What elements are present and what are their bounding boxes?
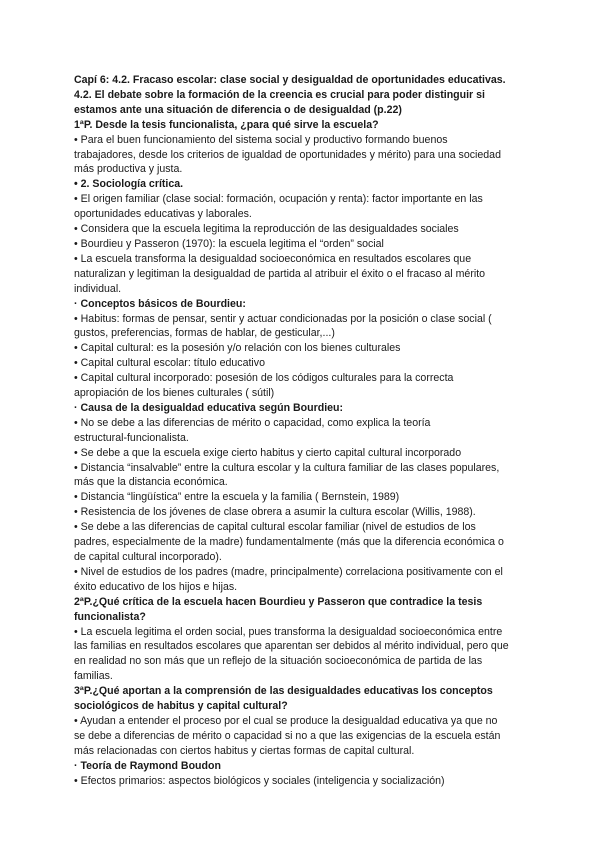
text-line: • No se debe a las diferencias de mérito o capacidad, como explica la teoría	[74, 416, 431, 429]
text-line: en realidad no son más que un reflejo de la situación socioeconómica de partida de las	[74, 655, 483, 668]
text-line: • Bourdieu y Passeron (1970): la escuela legitima el “orden” social	[74, 237, 384, 250]
text-line: • Habitus: formas de pensar, sentir y actuar condicionadas por la posición o clase social (	[74, 312, 492, 325]
text-line: más que la distancia económica.	[74, 476, 228, 489]
heading-line: 2ªP.¿Qué crítica de la escuela hacen Bourdieu y Passeron que contradice la tesis	[74, 595, 483, 608]
text-line: • Nivel de estudios de los padres (madre, principalmente) correlaciona positivamente con el	[74, 565, 503, 578]
text-line: • Distancia “insalvable” entre la cultura escolar y la cultura familiar de las clases populares,	[74, 461, 500, 474]
text-line: más relacionadas con ciertos habitus y ciertas formas de capital cultural.	[74, 744, 415, 757]
text-line: familias.	[74, 670, 113, 683]
text-line: estructural-funcionalista.	[74, 431, 189, 444]
text-line: • Distancia “lingüística” entre la escuela y la familia ( Bernstein, 1989)	[74, 491, 400, 504]
heading-line: • 2. Sociología crítica.	[74, 178, 184, 191]
text-line: • Resistencia de los jóvenes de clase obrera a asumir la cultura escolar (Willis, 1988).	[74, 506, 476, 519]
text-line: • Para el buen funcionamiento del sistema social y productivo formando buenos	[74, 133, 448, 146]
text-line: oportunidades educativas y laborales.	[74, 208, 252, 221]
text-line: trabajadores, desde los criterios de igualdad de oportunidades y mérito) para una sociedad	[74, 148, 501, 161]
text-line: • Considera que la escuela legitima la reproducción de las desigualdades sociales	[74, 223, 459, 236]
text-line: • Ayudan a entender el proceso por el cual se produce la desigualdad educativa ya que no	[74, 714, 498, 727]
text-line: individual.	[74, 282, 122, 295]
text-line: • Se debe a que la escuela exige cierto habitus y cierto capital cultural incorporado	[74, 446, 462, 459]
heading-line: 3ªP.¿Qué aportan a la comprensión de las desigualdades educativas los conceptos	[74, 685, 493, 698]
text-line: se debe a diferencias de mérito o capacidad si no a que las exigencias de la escuela están	[74, 729, 501, 742]
document-body	[74, 73, 530, 789]
heading-line: 4.2. El debate sobre la formación de la creencia es crucial para poder distinguir si	[74, 88, 485, 101]
text-line: las familias en resultados escolares que aparentan ser debidos al mérito individual, pero que	[74, 640, 509, 653]
heading-line: estamos ante una situación de diferencia o de desigualdad (p.22)	[74, 103, 402, 116]
heading-line: sociológicos de habitus y capital cultural?	[74, 700, 288, 713]
heading-line: · Causa de la desigualdad educativa según Bourdieu:	[74, 401, 344, 414]
text-line: gustos, preferencias, formas de hablar, de gesticular,...)	[74, 327, 335, 340]
text-line: de capital cultural incorporado).	[74, 551, 222, 563]
text-line: apropiación de los bienes culturales ( sútil)	[74, 387, 275, 400]
heading-line: · Conceptos básicos de Bourdieu:	[74, 297, 246, 310]
text-line: naturalizan y legitiman la desigualdad de partida al atribuir el éxito o el fracaso al mérito	[74, 267, 486, 280]
text-line: • La escuela transforma la desigualdad socioeconómica en resultados escolares que	[74, 252, 472, 265]
text-line: éxito educativo de los hijos e hijas.	[74, 580, 238, 593]
heading-line: · Teoría de Raymond Boudon	[74, 759, 221, 772]
text-line: • Capital cultural incorporado: posesión de los códigos culturales para la correcta	[74, 372, 454, 385]
heading-line: Capí 6: 4.2. Fracaso escolar: clase social y desigualdad de oportunidades educativas.	[74, 74, 506, 86]
text-line: • El origen familiar (clase social: formación, ocupación y renta): factor importante en las	[74, 193, 483, 206]
heading-line: 1ªP. Desde la tesis funcionalista, ¿para qué sirve la escuela?	[74, 118, 379, 131]
text-line: padres, especialmente de la madre) fundamentalmente (más que la diferencia económica o	[74, 536, 504, 549]
text-line: • Se debe a las diferencias de capital cultural escolar familiar (nivel de estudios de los	[74, 521, 476, 534]
heading-line: funcionalista?	[74, 610, 146, 623]
text-line: • Efectos primarios: aspectos biológicos y sociales (inteligencia y socialización)	[74, 774, 445, 787]
text-line: • Capital cultural: es la posesión y/o relación con los bienes culturales	[74, 342, 401, 355]
text-line: más productiva y justa.	[74, 163, 183, 176]
text-line: • Capital cultural escolar: título educativo	[74, 357, 265, 370]
text-line: • La escuela legitima el orden social, pues transforma la desigualdad socioeconómica entre	[74, 625, 503, 638]
